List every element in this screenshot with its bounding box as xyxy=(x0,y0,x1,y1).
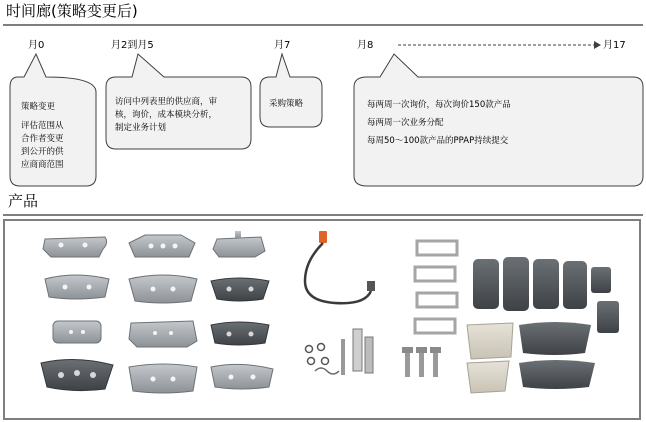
milestone-label-month0: 月0 xyxy=(28,40,45,51)
brake-pad-backing-plate xyxy=(45,275,109,299)
brake-pad-backing-plate xyxy=(129,364,197,393)
callout-line: 合作者变更 xyxy=(21,134,64,144)
brake-pad-backing-plate xyxy=(211,278,269,301)
callout-text-month2-5 xyxy=(115,96,217,135)
wear-sensor-wire xyxy=(305,231,375,303)
callout-line: 应商商范围 xyxy=(21,160,64,170)
products-title: 产品 xyxy=(8,192,39,210)
brake-pad-backing-plate xyxy=(129,275,197,303)
brake-pad-backing-plate xyxy=(43,237,107,257)
callout-line: 策略变更 xyxy=(21,102,56,112)
callout-line: 核，询价，成本模块分析， xyxy=(115,110,218,120)
timeline-title: 时间廊(策略变更后) xyxy=(6,2,138,20)
brake-pad-backing-plate xyxy=(53,321,101,343)
callout-line: 每两周一次询价，每次询价150款产品 xyxy=(367,100,511,110)
hardware-kit xyxy=(306,329,374,375)
friction-pad-set xyxy=(473,257,619,333)
callout-line: 访问中列表里的供应商，审 xyxy=(115,97,218,107)
callout-month7 xyxy=(260,54,322,127)
callout-text-month7 xyxy=(269,98,303,111)
caliper-bolts xyxy=(402,347,441,377)
timeline-graphics xyxy=(0,0,646,200)
product-photo xyxy=(3,219,641,420)
callout-line: 采购策略 xyxy=(269,99,304,109)
products-divider xyxy=(3,214,643,216)
milestone-label-month7: 月7 xyxy=(274,40,291,51)
brake-pad-backing-plate xyxy=(211,364,273,389)
brake-pad-backing-plate xyxy=(129,321,197,347)
anti-rattle-clips xyxy=(415,241,457,333)
milestone-label-month2-5: 月2到月5 xyxy=(111,40,154,51)
brake-shim-set xyxy=(467,322,595,393)
callout-line: 制定业务计划 xyxy=(115,123,167,133)
milestone-label-month8: 月8 xyxy=(357,40,374,51)
timeline-arrowhead-icon xyxy=(594,41,601,49)
brake-pad-backing-plate xyxy=(41,359,113,390)
callout-line: 到公开的供 xyxy=(21,147,64,157)
callout-text-month0 xyxy=(21,101,64,172)
callout-line: 每周50～100款产品的PPAP持续提交 xyxy=(367,136,509,146)
brake-pad-backing-plate xyxy=(129,235,195,257)
callout-text-month8 xyxy=(367,99,511,148)
brake-pad-backing-plate xyxy=(211,322,269,345)
callout-line: 评估范围从 xyxy=(21,121,64,131)
milestone-label-month17: 月17 xyxy=(603,40,626,51)
brake-parts-illustration xyxy=(5,221,639,418)
callout-line: 每两周一次业务分配 xyxy=(367,118,444,128)
brake-pad-backing-plate xyxy=(213,231,265,257)
